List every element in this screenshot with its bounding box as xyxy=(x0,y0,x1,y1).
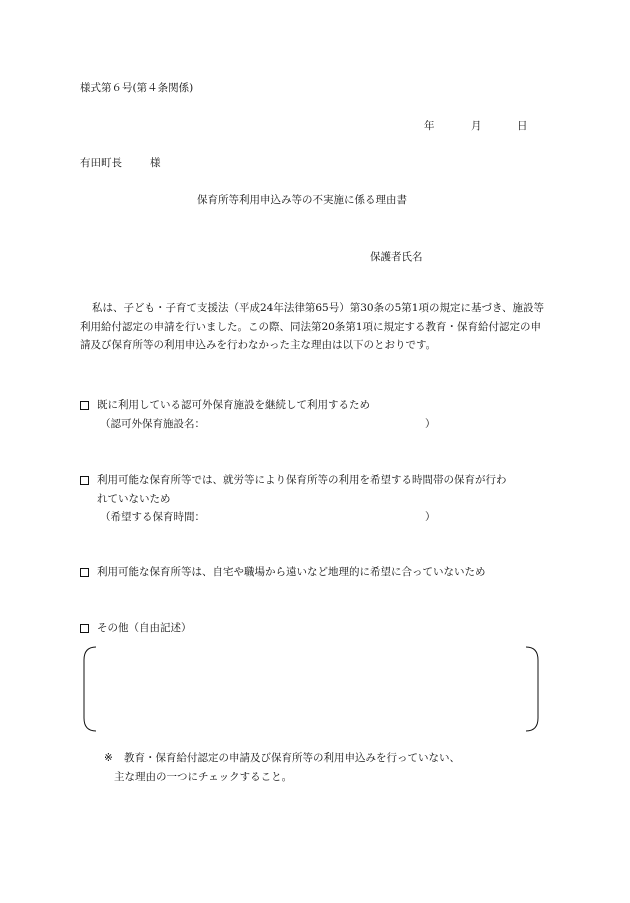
date-day-label: 日 xyxy=(517,120,528,132)
intro-paragraph: 私は、子ども・子育て支援法（平成24年法律第65号）第30条の5第1項の規定に基づき、施設等利用給付認定の申請を行いました。この際、同法第20条第1項に規定する教育・保育給付認定の申請及び保育所等の利用申込みを行わなかった主な理由は以下のとおりです。 xyxy=(80,302,545,351)
bracket-frame xyxy=(82,646,540,732)
date-month-label: 月 xyxy=(471,120,482,132)
reason-1-text: 既に利用している認可外保育施設を継続して利用するため xyxy=(97,399,370,411)
reason-2-hours-label: （希望する保育時間： xyxy=(100,511,205,523)
note-line1: 教育・保育給付認定の申請及び保育所等の利用申込みを行っていない、 xyxy=(124,752,460,764)
reason-1-facility-close: ） xyxy=(425,418,436,430)
reason-1-checkbox[interactable] xyxy=(80,401,89,410)
reason-2-hours-close: ） xyxy=(425,511,436,523)
reason-4-checkbox[interactable] xyxy=(80,624,89,633)
reason-2-text-line1: 利用可能な保育所等では、就労等により保育所等の利用を希望する時間帯の保育が行わ xyxy=(97,474,507,486)
free-description-box[interactable] xyxy=(82,646,540,732)
addressee-name: 有田町長 xyxy=(80,157,122,169)
reason-1-facility-label: （認可外保育施設名： xyxy=(100,418,205,430)
reason-2-text-line2: れていないため xyxy=(97,493,171,505)
addressee-honorific: 様 xyxy=(150,157,161,169)
reason-3-checkbox[interactable] xyxy=(80,568,89,577)
note-line2: 主な理由の一つにチェックすること。 xyxy=(114,771,293,783)
date-year-label: 年 xyxy=(424,120,435,132)
reason-4-text: その他（自由記述） xyxy=(97,622,192,634)
guardian-name-label: 保護者氏名 xyxy=(370,251,423,263)
reason-3-text: 利用可能な保育所等は、自宅や職場から遠いなど地理的に希望に合っていないため xyxy=(97,566,486,578)
document-title: 保育所等利用申込み等の不実施に係る理由書 xyxy=(197,194,407,206)
reason-2-checkbox[interactable] xyxy=(80,476,89,485)
note-mark: ※ xyxy=(104,752,113,764)
form-number: 様式第６号(第４条関係) xyxy=(80,82,194,94)
